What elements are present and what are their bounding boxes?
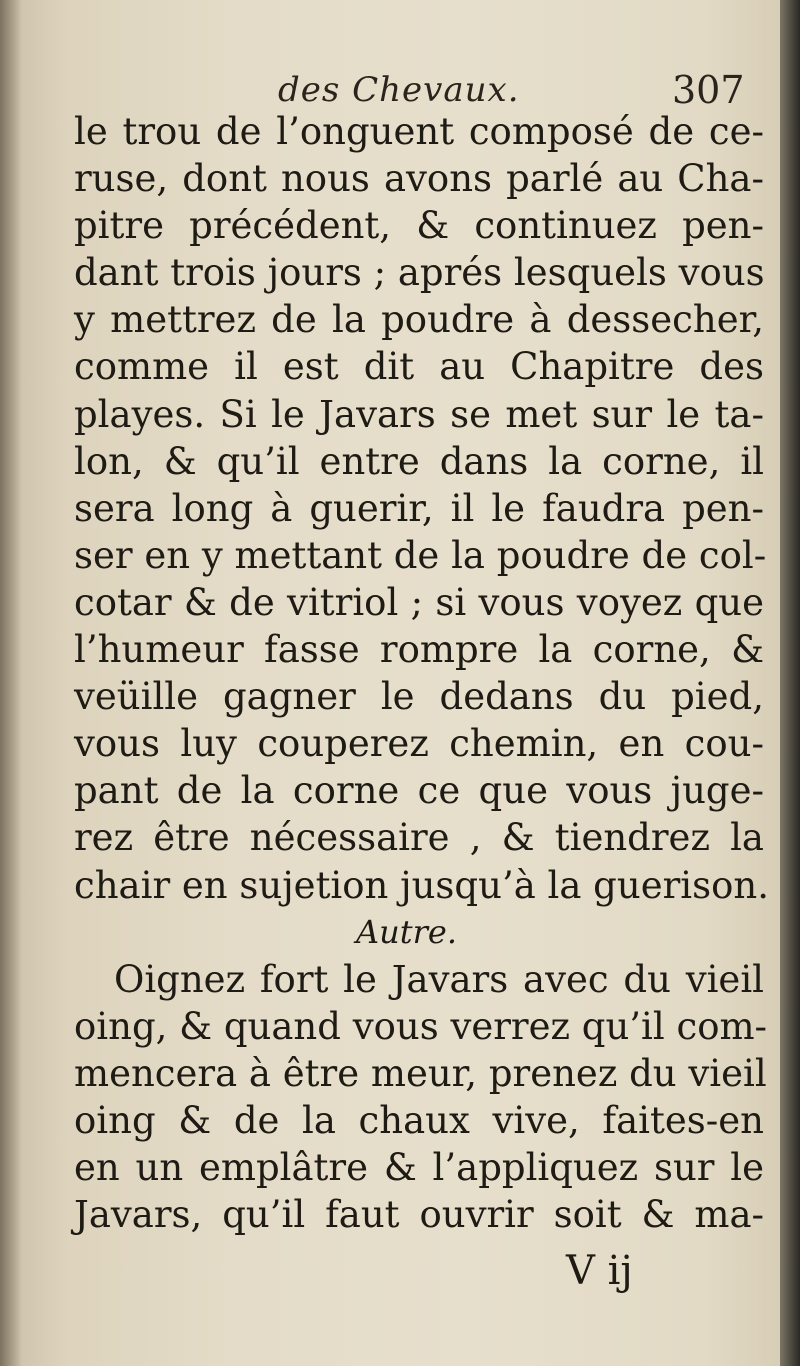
text-line: rez être nécessaire , & tiendrez la: [74, 816, 764, 860]
text-line: mencera à être meur, prenez du vieil: [74, 1051, 767, 1095]
text-line: l’humeur fasse rompre la corne, &: [74, 628, 764, 672]
text-line: oing, & quand vous verrez qu’il com-: [74, 1004, 768, 1048]
section-heading: Autre.: [356, 912, 457, 951]
text-line: cotar & de vitriol ; si vous voyez que: [74, 580, 764, 624]
text-line: vous luy couperez chemin, en cou-: [74, 722, 764, 766]
text-line: pitre précédent, & continuez pen-: [74, 204, 764, 248]
text-line: en un emplâtre & l’appliquez sur le: [74, 1146, 764, 1190]
body-text: [74, 108, 769, 1238]
text-line: comme il est dit au Chapitre des: [74, 345, 764, 389]
text-line: sera long à guerir, il le faudra pen-: [74, 486, 764, 530]
text-line: lon, & qu’il entre dans la corne, il: [74, 439, 764, 483]
text-line: playes. Si le Javars se met sur le ta-: [74, 392, 764, 436]
text-line: Oignez fort le Javars avec du vieil: [114, 957, 764, 1001]
text-line: Javars, qu’il faut ouvrir soit & ma-: [74, 1193, 764, 1237]
gutter-shadow: [0, 0, 22, 1366]
page-number: 307: [672, 68, 745, 112]
text-line: chair en sujetion jusqu’à la guerison.: [74, 863, 769, 907]
text-line: pant de la corne ce que vous juge-: [74, 769, 764, 813]
text-line: veüille gagner le dedans du pied,: [74, 675, 764, 719]
text-line: le trou de l’onguent composé de ce-: [74, 110, 764, 153]
text-line: y mettrez de la poudre à dessecher,: [74, 298, 764, 342]
text-line: ruse, dont nous avons parlé au Cha-: [74, 157, 764, 201]
running-title: des Chevaux.: [278, 70, 520, 110]
page-edge-shadow: [780, 0, 800, 1366]
text-line: dant trois jours ; aprés lesquels vous: [74, 251, 765, 295]
signature-mark: V ij: [566, 1248, 633, 1294]
text-line: oing & de la chaux vive, faites-en: [74, 1098, 764, 1142]
text-line: ser en y mettant de la poudre de col-: [74, 533, 767, 577]
